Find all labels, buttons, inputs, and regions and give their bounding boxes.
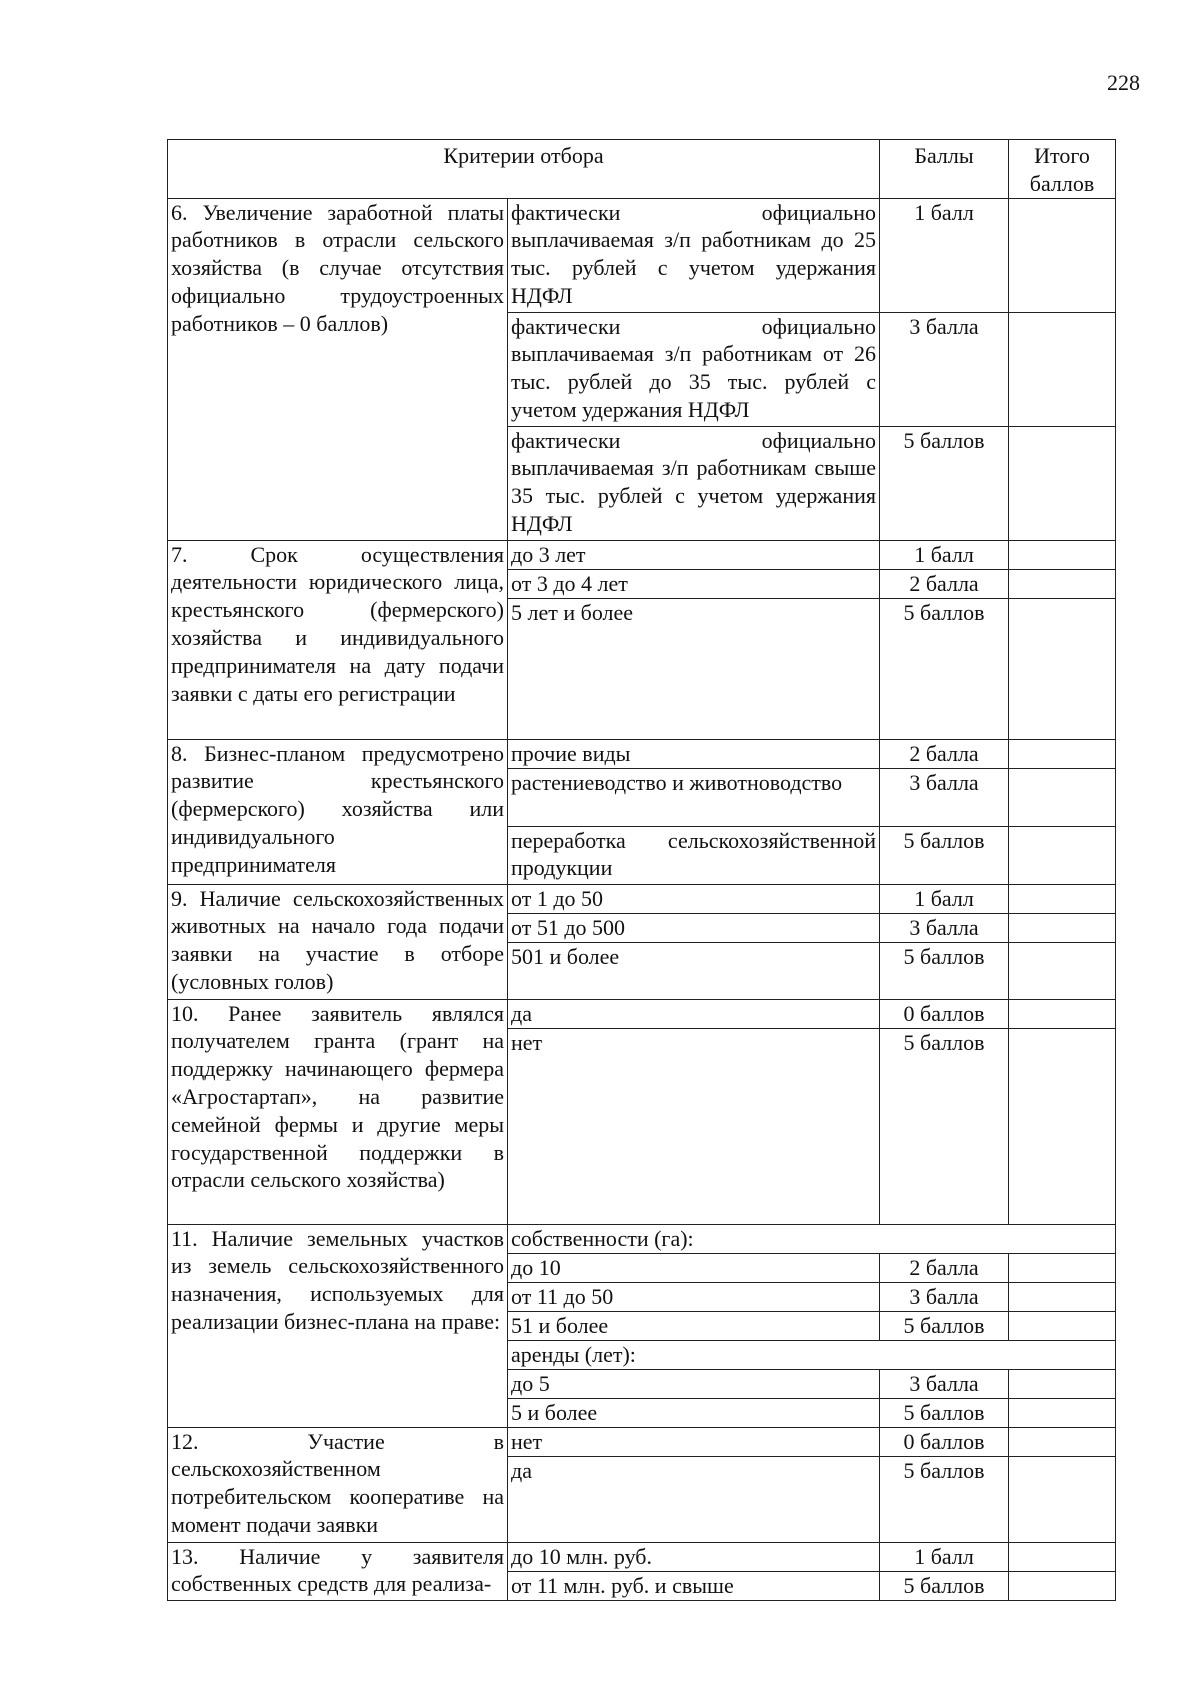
total-cell	[1009, 312, 1116, 426]
table-row	[168, 884, 1116, 913]
criterion-6: 6. Увеличение заработной платы работников в отрасли сельского хозяйства (в случае отсутствия официально трудоустроенных работников – 0 баллов)	[168, 198, 508, 540]
total-cell	[1009, 1427, 1116, 1456]
total-cell	[1009, 1311, 1116, 1340]
option-points: 1 балл	[880, 540, 1009, 569]
option-text: до 3 лет	[508, 540, 880, 569]
option-text: нет	[508, 1427, 880, 1456]
option-points: 1 балл	[880, 884, 1009, 913]
total-cell	[1009, 1369, 1116, 1398]
option-text: да	[508, 999, 880, 1028]
option-points: 3 балла	[880, 913, 1009, 942]
option-points: 1 балл	[880, 1542, 1009, 1571]
option-points: 5 баллов	[880, 1398, 1009, 1427]
total-cell	[1009, 1456, 1116, 1542]
option-points: 3 балла	[880, 312, 1009, 426]
option-points: 2 балла	[880, 1253, 1009, 1282]
option-text: до 5	[508, 1369, 880, 1398]
total-cell	[1009, 1571, 1116, 1600]
criterion-7: 7. Срок осуществления деятельности юридического лица, крестьянского (фермерского) хозяйства и индивидуального предпринимателя на дату подачи заявки с даты его регистрации	[168, 540, 508, 739]
option-points: 5 баллов	[880, 426, 1009, 540]
total-cell	[1009, 569, 1116, 598]
option-subheading: собственности (га):	[508, 1224, 1116, 1253]
criterion-12: 12. Участие в сельскохозяйственном потребительском кооперативе на момент подачи заявки	[168, 1427, 508, 1542]
criterion-8: 8. Бизнес-планом предусмотрено развитие крестьянского (фермерского) хозяйства или индивидуального предпринимателя	[168, 739, 508, 884]
table-row	[168, 198, 1116, 312]
header-criteria: Критерии отбора	[168, 140, 880, 199]
option-text: нет	[508, 1028, 880, 1224]
option-text: от 1 до 50	[508, 884, 880, 913]
total-cell	[1009, 884, 1116, 913]
table-row	[168, 1542, 1116, 1571]
total-cell	[1009, 826, 1116, 884]
option-points: 3 балла	[880, 1369, 1009, 1398]
total-cell	[1009, 913, 1116, 942]
option-points: 5 баллов	[880, 1311, 1009, 1340]
criterion-13: 13. Наличие у заявителя собственных средств для реализа-	[168, 1542, 508, 1600]
option-text: прочие виды	[508, 739, 880, 768]
total-cell	[1009, 540, 1116, 569]
total-cell	[1009, 1398, 1116, 1427]
option-text: от 11 до 50	[508, 1282, 880, 1311]
option-points: 5 баллов	[880, 1028, 1009, 1224]
option-text: от 11 млн. руб. и свыше	[508, 1571, 880, 1600]
page-number: 228	[1107, 70, 1140, 95]
option-points: 3 балла	[880, 1282, 1009, 1311]
option-points: 2 балла	[880, 569, 1009, 598]
option-text: до 10 млн. руб.	[508, 1542, 880, 1571]
criterion-9: 9. Наличие сельскохозяйственных животных на начало года подачи заявки на участие в отборе (условных голов)	[168, 884, 508, 999]
option-points: 5 баллов	[880, 598, 1009, 739]
option-text: фактически официально выплачиваемая з/п работникам свыше 35 тыс. рублей с учетом удержания НДФЛ	[508, 426, 880, 540]
total-cell	[1009, 598, 1116, 739]
option-points: 5 баллов	[880, 1456, 1009, 1542]
table-row	[168, 739, 1116, 768]
total-cell	[1009, 426, 1116, 540]
criterion-10: 10. Ранее заявитель являлся получателем гранта (грант на поддержку начинающего фермера «Агростартап», на развитие семейной фермы и другие меры государственной поддержки в отрасли сельского хозяйства)	[168, 999, 508, 1224]
header-points: Баллы	[880, 140, 1009, 199]
criterion-11: 11. Наличие земельных участков из земель сельскохозяйственного назначения, используемых для реализации бизнес-плана на праве:	[168, 1224, 508, 1427]
total-cell	[1009, 942, 1116, 999]
option-points: 5 баллов	[880, 942, 1009, 999]
option-text: 5 лет и более	[508, 598, 880, 739]
total-cell	[1009, 198, 1116, 312]
table-row	[168, 1224, 1116, 1253]
option-points: 2 балла	[880, 739, 1009, 768]
total-cell	[1009, 1542, 1116, 1571]
total-cell	[1009, 999, 1116, 1028]
criteria-table	[167, 139, 1116, 1601]
option-text: от 3 до 4 лет	[508, 569, 880, 598]
total-cell	[1009, 1028, 1116, 1224]
option-text: от 51 до 500	[508, 913, 880, 942]
option-points: 0 баллов	[880, 1427, 1009, 1456]
option-points: 3 балла	[880, 768, 1009, 826]
table-row	[168, 999, 1116, 1028]
option-text: да	[508, 1456, 880, 1542]
total-cell	[1009, 768, 1116, 826]
total-cell	[1009, 1253, 1116, 1282]
option-points: 0 баллов	[880, 999, 1009, 1028]
option-text: фактически официально выплачиваемая з/п работникам от 26 тыс. рублей до 35 тыс. рублей с учетом удержания НДФЛ	[508, 312, 880, 426]
table-row	[168, 1427, 1116, 1456]
option-text: растениеводство и животноводство	[508, 768, 880, 826]
total-cell	[1009, 739, 1116, 768]
option-text: фактически официально выплачиваемая з/п работникам до 25 тыс. рублей с учетом удержания НДФЛ	[508, 198, 880, 312]
option-text: переработка сельскохозяйственной продукции	[508, 826, 880, 884]
table-row	[168, 540, 1116, 569]
option-points: 1 балл	[880, 198, 1009, 312]
header-total: Итого баллов	[1009, 140, 1116, 199]
option-text: 5 и более	[508, 1398, 880, 1427]
option-text: до 10	[508, 1253, 880, 1282]
option-points: 5 баллов	[880, 1571, 1009, 1600]
option-text: 51 и более	[508, 1311, 880, 1340]
option-subheading: аренды (лет):	[508, 1340, 1116, 1369]
header-row	[168, 140, 1116, 199]
total-cell	[1009, 1282, 1116, 1311]
option-points: 5 баллов	[880, 826, 1009, 884]
option-text: 501 и более	[508, 942, 880, 999]
